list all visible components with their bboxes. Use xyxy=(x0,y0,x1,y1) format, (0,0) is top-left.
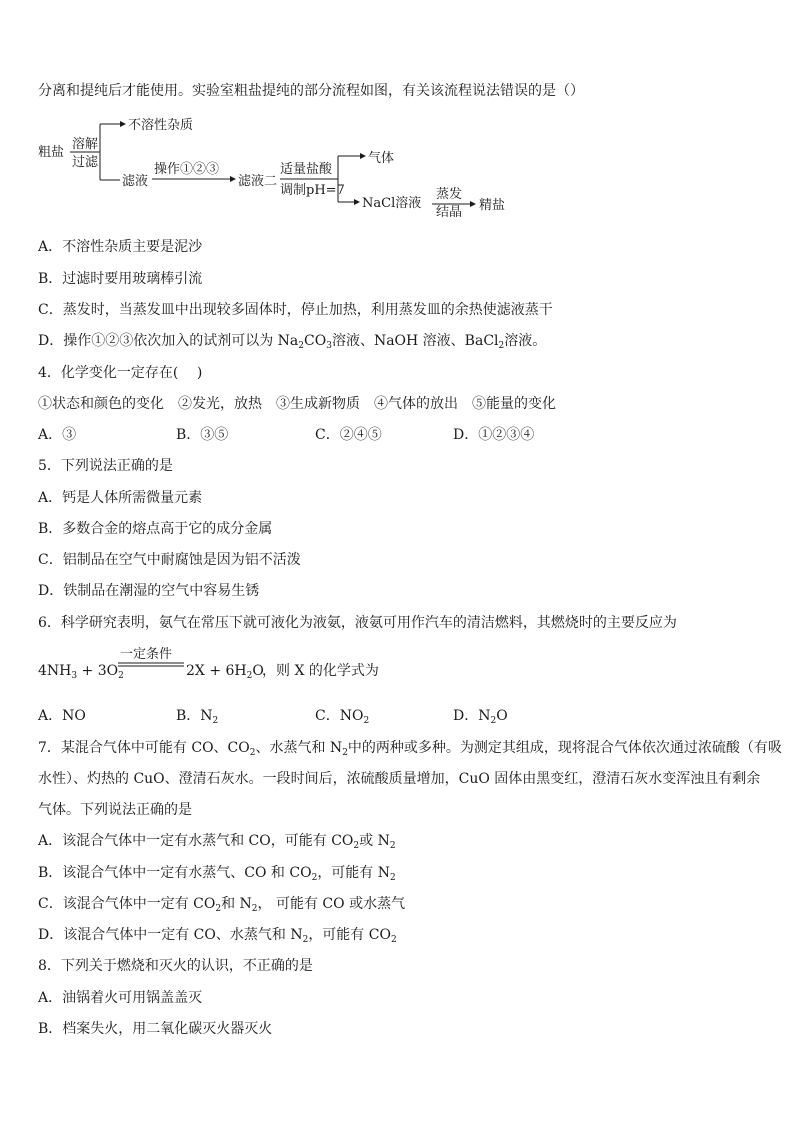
q3-option-c: C．蒸发时，当蒸发皿中出现较多固体时，停止加热，利用蒸发皿的余热使滤液蒸干 xyxy=(38,302,553,318)
flow-evaporate: 蒸发 xyxy=(436,187,463,202)
eq-condition: 一定条件 xyxy=(120,647,173,662)
flow-crude-salt: 粗盐 xyxy=(38,145,65,160)
q4-option-b: B．③⑤ xyxy=(176,427,229,443)
q7-option-c: C．该混合气体中一定有 $CO_2$和 $N_2$， 可能有 CO 或水蒸气 xyxy=(38,896,406,914)
flow-crystallize: 结晶 xyxy=(436,205,463,220)
flow-nacl: NaCl溶液 xyxy=(362,196,422,211)
q5-stem: 5．下列说法正确的是 xyxy=(38,458,173,474)
reaction-equation xyxy=(38,642,398,686)
flow-filtrate: 滤液 xyxy=(122,174,149,189)
q5-option-b: B．多数合金的熔点高于它的成分金属 xyxy=(38,521,273,537)
q7-option-b: B．该混合气体中一定有水蒸气、CO 和 $CO_2$，可能有 $N_2$ xyxy=(38,865,396,883)
flow-operation: 操作①②③ xyxy=(154,162,220,177)
q4-stem: 4．化学变化一定存在( ) xyxy=(38,365,203,381)
q7-line3: 气体。下列说法正确的是 xyxy=(38,802,192,818)
q3-option-a: A．不溶性杂质主要是泥沙 xyxy=(38,239,203,255)
svg-text:4NH3 + 3O2: $4NH_3 + 3O_2$ xyxy=(38,663,124,681)
flow-ph: 调制pH=7 xyxy=(280,183,345,198)
flow-insoluble: 不溶性杂质 xyxy=(128,118,194,133)
q5-option-d: D．铁制品在潮湿的空气中容易生锈 xyxy=(38,583,260,599)
flow-step-filter: 过滤 xyxy=(72,155,99,170)
q7-option-a: A．该混合气体中一定有水蒸气和 CO，可能有 $CO_2$或 $N_2$ xyxy=(38,833,396,851)
q5-option-c: C．铝制品在空气中耐腐蚀是因为铝不活泼 xyxy=(38,552,301,568)
q3-intro: 分离和提纯后才能使用。实验室粗盐提纯的部分流程如图，有关该流程说法错误的是（） xyxy=(38,83,584,99)
q6-stem: 6．科学研究表明，氨气在常压下就可液化为液氨，液氨可用作汽车的清洁燃料，其燃烧时的主要反应为 xyxy=(38,615,677,631)
flow-step-dissolve: 溶解 xyxy=(72,137,99,152)
q7-line2: 水性）、灼热的 CuO、澄清石灰水。一段时间后，浓硫酸质量增加，CuO 固体由黑变红，澄清石灰水变浑浊且有剩余 xyxy=(38,771,761,787)
svg-text:2X + 6H2O: $2X + 6H_2O$ xyxy=(186,663,264,681)
salt-purification-flowchart xyxy=(36,112,536,222)
q5-option-a: A．钙是人体所需微量元素 xyxy=(38,490,203,506)
q8-option-a: A．油锅着火可用锅盖盖灭 xyxy=(38,990,203,1006)
q6-option-c: C．$NO_2$ xyxy=(315,708,370,726)
eq-tail: ，则 X 的化学式为 xyxy=(262,663,379,679)
flow-filtrate-two: 滤液二 xyxy=(238,174,278,189)
flow-acid: 适量盐酸 xyxy=(280,162,333,177)
q4-items: ①状态和颜色的变化 ②发光，放热 ③生成新物质 ④气体的放出 ⑤能量的变化 xyxy=(38,396,556,412)
q4-option-a: A．③ xyxy=(38,427,77,443)
q8-option-b: B．档案失火，用二氧化碳灭火器灭火 xyxy=(38,1021,273,1037)
q8-stem: 8．下列关于燃烧和灭火的认识，不正确的是 xyxy=(38,958,313,974)
q4-option-d: D．①②③④ xyxy=(453,427,535,443)
q7-line1: 7．某混合气体中可能有 CO、$CO_2$、水蒸气和 $N_2$中的两种或多种。为测定其组成，现将混合气体依次通过浓硫酸（有吸 xyxy=(38,740,782,758)
flow-refined-salt: 精盐 xyxy=(479,198,506,213)
q7-option-d: D．该混合气体中一定有 CO、水蒸气和 $N_2$，可能有 $CO_2$ xyxy=(38,927,397,945)
q6-option-b: B．$N_2$ xyxy=(176,708,219,726)
q3-option-b: B．过滤时要用玻璃棒引流 xyxy=(38,271,203,287)
q6-option-d: D．$N_2O$ xyxy=(453,708,508,726)
q3-option-d: D．操作①②③依次加入的试剂可以为 $Na_2CO_3$溶液、NaOH 溶液、BaCl$_2$溶液。 xyxy=(38,333,547,351)
flow-gas: 气体 xyxy=(368,151,395,166)
q6-option-a: A．NO xyxy=(38,708,86,724)
q4-option-c: C．②④⑤ xyxy=(315,427,382,443)
